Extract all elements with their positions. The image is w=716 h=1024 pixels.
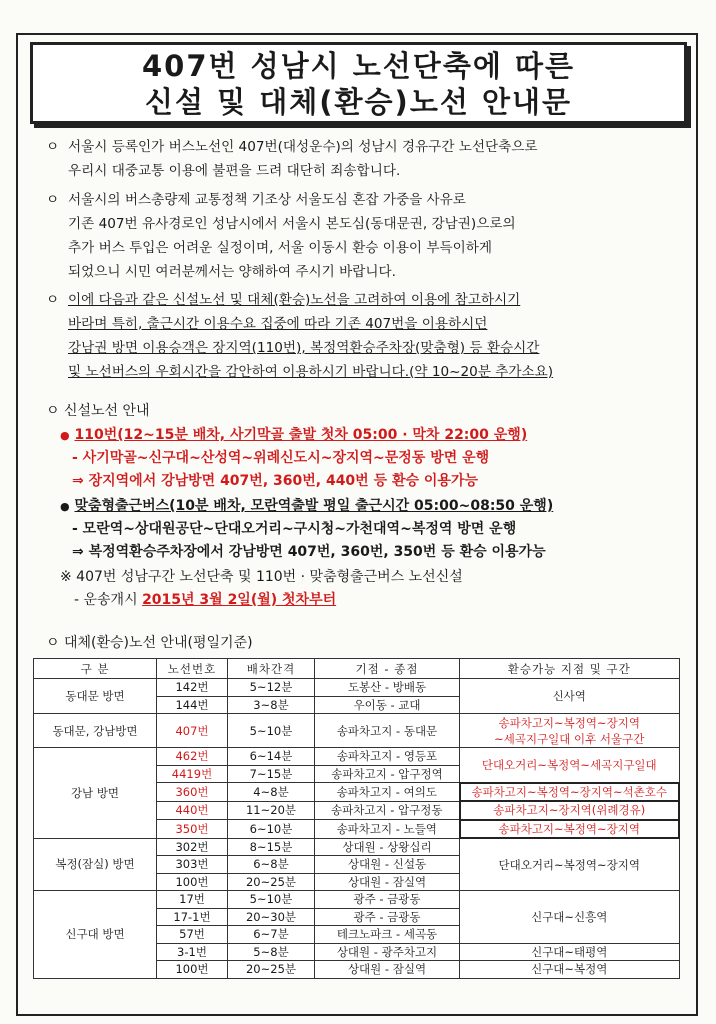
table-row <box>34 714 680 748</box>
bullet: ㅇ <box>46 292 60 308</box>
route-cell: 17-1번 <box>157 908 228 926</box>
route-cell: 440번 <box>157 801 228 820</box>
header-interval: 배차간격 <box>228 659 315 679</box>
route-110-transfer: ⇒ 장지역에서 강남방면 407번, 360번, 440번 등 환승 이용가능 <box>72 473 478 489</box>
table-row <box>34 891 680 909</box>
route-cell: 407번 <box>157 714 228 748</box>
paragraph-2 <box>46 188 686 284</box>
interval-cell: 3~8분 <box>228 696 315 714</box>
route-110-title: ● 110번(12~15분 배차, 사기막골 출발 첫차 05:00 · 막차 22:00 운행) <box>60 427 528 443</box>
alt-routes-table <box>33 658 680 979</box>
interval-cell: 8~15분 <box>228 838 315 856</box>
route-cell: 462번 <box>157 748 228 766</box>
endpoints-cell: 송파차고지 - 노들역 <box>315 820 460 839</box>
interval-cell: 6~8분 <box>228 856 315 874</box>
interval-cell: 11~20분 <box>228 801 315 820</box>
text-line: 강남권 방면 이용승객은 장지역(110번), 복정역환승주차장(맞춤형) 등 환승시간 <box>68 340 540 356</box>
transfer-cell: 단대오거리~복정역~장지역 <box>460 838 680 891</box>
group-singu: 신구대 방면 <box>34 891 157 979</box>
endpoints-cell: 상대원 - 광주차고지 <box>315 943 460 961</box>
bullet: ㅇ <box>46 192 60 208</box>
route-cell: 360번 <box>157 783 228 802</box>
text-line: 우리시 대중교통 이용에 불편을 드려 대단히 죄송합니다. <box>68 163 401 179</box>
title-line-1: 407번 성남시 노선단축에 따른 <box>142 49 575 83</box>
alt-routes-heading: ㅇ 대체(환승)노선 안내(평일기준) <box>46 635 253 651</box>
custom-bus-path: - 모란역~상대원공단~단대오거리~구시청~가천대역~복정역 방면 운행 <box>72 521 517 537</box>
transfer-cell: 신사역 <box>460 679 680 714</box>
transfer-cell: 송파차고지~복정역~장지역~석촌호수 <box>460 783 680 802</box>
route-110-title-text: 110번(12~15분 배차, 사기막골 출발 첫차 05:00 · 막차 22:00 운행) <box>74 427 528 443</box>
paragraph-3 <box>46 288 686 384</box>
interval-cell: 5~8분 <box>228 943 315 961</box>
text-line: 및 노선버스의 우회시간을 감안하여 이용하시기 바랍니다.(약 10~20분 추가소요) <box>68 364 554 380</box>
text-line: 기존 407번 유사경로인 성남시에서 서울시 본도심(동대문권, 강남권)으로의 <box>68 216 516 232</box>
table-header-row <box>34 659 680 679</box>
transfer-cell: 단대오거리~복정역~세곡지구일대 <box>460 748 680 783</box>
endpoints-cell: 상대원 - 잠실역 <box>315 873 460 891</box>
endpoints-cell: 테크노파크 - 세곡동 <box>315 926 460 944</box>
group-gangnam: 강남 방면 <box>34 748 157 839</box>
endpoints-cell: 상대원 - 신설동 <box>315 856 460 874</box>
note-2-date: 2015년 3월 2일(월) 첫차부터 <box>142 592 337 608</box>
header-route: 노선번호 <box>157 659 228 679</box>
route-110-path: - 사기막골~신구대~산성역~위례신도시~장지역~문정동 방면 운행 <box>72 450 490 466</box>
header-category: 구 분 <box>34 659 157 679</box>
interval-cell: 6~7분 <box>228 926 315 944</box>
transfer-cell: 신구대~태평역 <box>460 943 680 961</box>
text-line: 되었으니 시민 여러분께서는 양해하여 주시기 바랍니다. <box>68 264 396 280</box>
transfer-line: ~세곡지구일대 이후 서울구간 <box>494 731 645 746</box>
route-cell: 142번 <box>157 679 228 697</box>
route-cell: 144번 <box>157 696 228 714</box>
route-cell: 100번 <box>157 961 228 979</box>
group-dongdaemun: 동대문 방면 <box>34 679 157 714</box>
interval-cell: 6~14분 <box>228 748 315 766</box>
endpoints-cell: 송파차고지 - 압구정동 <box>315 801 460 820</box>
route-cell: 302번 <box>157 838 228 856</box>
transfer-cell <box>460 714 680 748</box>
route-cell: 17번 <box>157 891 228 909</box>
interval-cell: 20~25분 <box>228 961 315 979</box>
table-row <box>34 748 680 766</box>
transfer-cell: 송파차고지~복정역~장지역 <box>460 820 680 839</box>
endpoints-cell: 우이동 - 교대 <box>315 696 460 714</box>
endpoints-cell: 도봉산 - 방배동 <box>315 679 460 697</box>
text-line: 추가 버스 투입은 어려운 실정이며, 서울 이동시 환승 이용이 부득이하게 <box>68 240 493 256</box>
interval-cell: 6~10분 <box>228 820 315 839</box>
text-line: 이에 다음과 같은 신설노선 및 대체(환승)노선을 고려하여 이용에 참고하시기 <box>68 292 521 308</box>
transfer-cell: 신구대~신흥역 <box>460 891 680 944</box>
title-line-2: 신설 및 대체(환승)노선 안내문 <box>145 85 572 119</box>
note-1: ※ 407번 성남구간 노선단축 및 110번 · 맞춤형출근버스 노선신설 <box>60 569 463 585</box>
text-line: 서울시의 버스총량제 교통정책 기조상 서울도심 혼잡 가중을 사유로 <box>68 192 466 208</box>
interval-cell: 5~10분 <box>228 891 315 909</box>
note-2 <box>74 589 336 611</box>
route-cell: 100번 <box>157 873 228 891</box>
group-bokjeong: 복정(잠실) 방면 <box>34 838 157 891</box>
header-transfer: 환승가능 지점 및 구간 <box>460 659 680 679</box>
bullet: ㅇ <box>46 139 60 155</box>
route-cell: 350번 <box>157 820 228 839</box>
interval-cell: 7~15분 <box>228 765 315 783</box>
interval-cell: 20~25분 <box>228 873 315 891</box>
custom-bus-transfer: ⇒ 복정역환승주차장에서 강남방면 407번, 360번, 350번 등 환승 이용가능 <box>72 544 546 560</box>
note-2-prefix: - 운송개시 <box>74 592 138 608</box>
endpoints-cell: 송파차고지 - 영등포 <box>315 748 460 766</box>
route-cell: 3-1번 <box>157 943 228 961</box>
interval-cell: 20~30분 <box>228 908 315 926</box>
custom-bus-title-text: 맞춤형출근버스(10분 배차, 모란역출발 평일 출근시간 05:00~08:50 운행) <box>74 498 554 514</box>
interval-cell: 5~12분 <box>228 679 315 697</box>
transfer-line: 송파차고지~복정역~장지역 <box>498 715 640 730</box>
interval-cell: 5~10분 <box>228 714 315 748</box>
endpoints-cell: 송파차고지 - 압구정역 <box>315 765 460 783</box>
title-box <box>30 42 687 124</box>
new-routes-heading: ㅇ 신설노선 안내 <box>46 403 150 419</box>
endpoints-cell: 상대원 - 상왕십리 <box>315 838 460 856</box>
table-row <box>34 838 680 856</box>
text-line: 바라며 특히, 출근시간 이용수요 집중에 따라 기존 407번을 이용하시던 <box>68 316 488 332</box>
group-dd-gangnam: 동대문, 강남방면 <box>34 714 157 748</box>
route-cell: 57번 <box>157 926 228 944</box>
text-line: 서울시 등록인가 버스노선인 407번(대성운수)의 성남시 경유구간 노선단축으로 <box>68 139 538 155</box>
table-row <box>34 679 680 697</box>
route-cell: 303번 <box>157 856 228 874</box>
endpoints-cell: 송파차고지 - 여의도 <box>315 783 460 802</box>
endpoints-cell: 상대원 - 잠실역 <box>315 961 460 979</box>
endpoints-cell: 광주 - 금광동 <box>315 908 460 926</box>
interval-cell: 4~8분 <box>228 783 315 802</box>
endpoints-cell: 광주 - 금광동 <box>315 891 460 909</box>
custom-bus-title: ● 맞춤형출근버스(10분 배차, 모란역출발 평일 출근시간 05:00~08:50 운행) <box>60 498 554 514</box>
paragraph-1 <box>46 135 686 183</box>
route-cell: 4419번 <box>157 765 228 783</box>
transfer-cell: 송파차고지~장지역(위례경유) <box>460 801 680 820</box>
transfer-cell: 신구대~복정역 <box>460 961 680 979</box>
endpoints-cell: 송파차고지 - 동대문 <box>315 714 460 748</box>
header-endpoints: 기점 - 종점 <box>315 659 460 679</box>
